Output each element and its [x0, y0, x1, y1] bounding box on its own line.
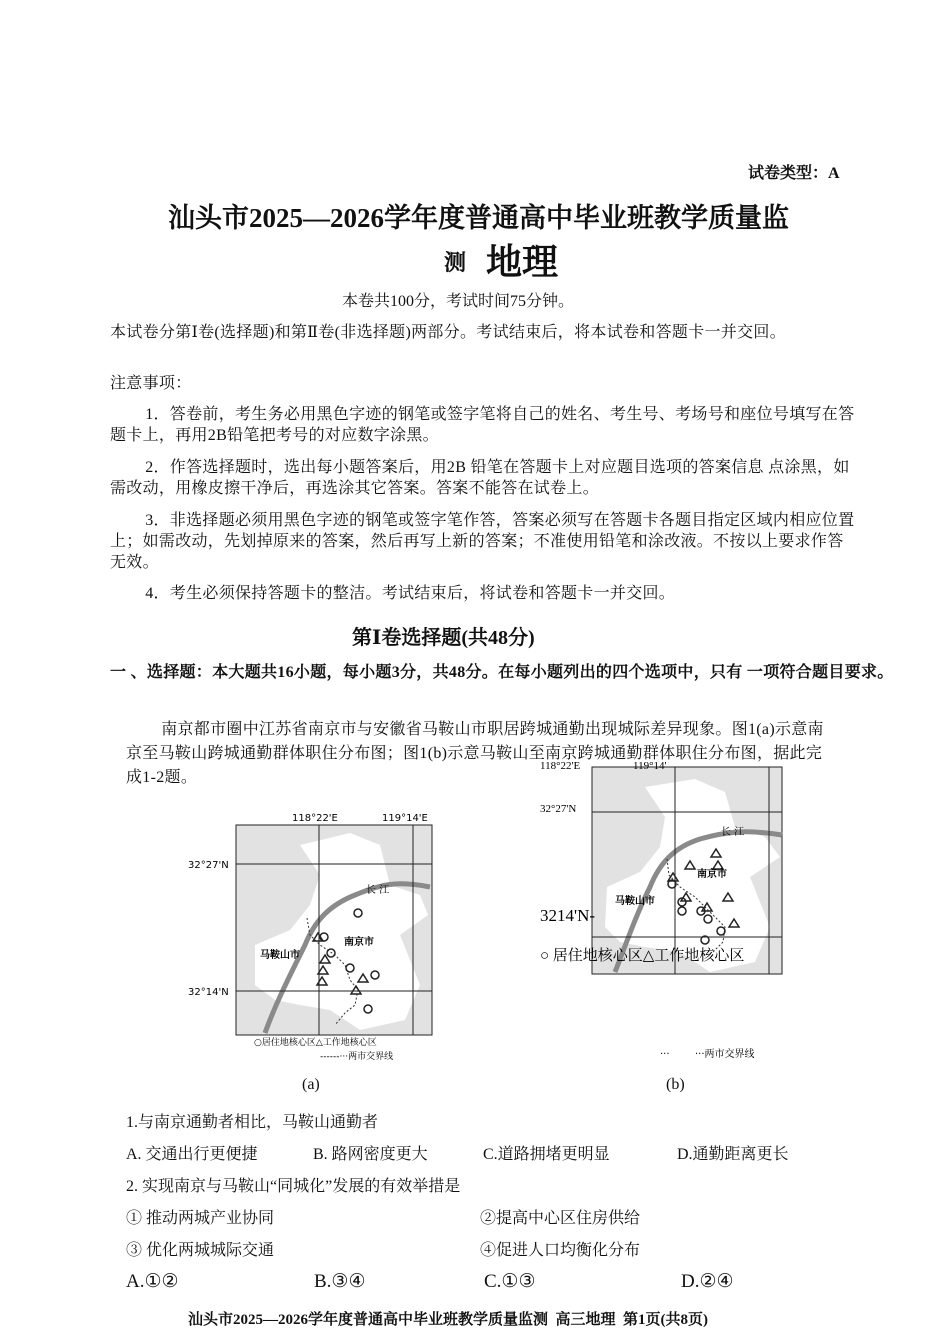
paper-type: 试卷类型：A [748, 165, 840, 182]
city-label: 南京市 [344, 937, 374, 948]
river-label: 长 江 [721, 827, 745, 838]
lon-label: 119°14' [633, 760, 667, 772]
caption-a: (a) [302, 1076, 320, 1093]
city-label: 南京市 [697, 869, 727, 880]
question-2-stem: 2. 实现南京与马鞍山“同城化”发展的有效举措是 [126, 1178, 461, 1195]
legend: ○ 居住地核心区△工作地核心区 [540, 948, 745, 964]
river-label: 长 江 [366, 885, 390, 896]
q2-option-d: D.②④ [681, 1271, 734, 1292]
q1-option-b: B. 路网密度更大 [313, 1146, 428, 1163]
map-b [535, 757, 805, 1067]
section-title: 第Ⅰ卷选择题(共48分) [352, 627, 535, 649]
q1-option-d: D.通勤距离更长 [677, 1146, 789, 1163]
legend: ○居住地核心区△工作地核心区 [254, 1038, 377, 1048]
q2-option-b: B.③④ [314, 1271, 366, 1292]
intro-text: 本试卷分第Ⅰ卷(选择题)和第Ⅱ卷(非选择题)两部分。考试结束后，将本试卷和答题卡一并交回。 [110, 324, 787, 341]
subject-title: 地理 [486, 242, 559, 282]
city-label: 马鞍山市 [615, 896, 655, 907]
notice-item: 1．答卷前，考生务必用黑色字迹的钢笔或签字笔将自己的姓名、考生号、考场号和座位号填写在答题卡上，再用2B铅笔把考号的对应数字涂黑。 [110, 406, 855, 444]
notice-item: 3．非选择题必须用黑色字迹的钢笔或签字笔作答，答案必须写在答题卡各题目指定区域内相应位置上；如需改动，先划掉原来的答案，然后再写上新的答案；不准使用铅笔和涂改液。不按以上要求作答无效。 [110, 512, 855, 571]
map-a [180, 805, 450, 1070]
q2-option-a: A.①② [126, 1271, 179, 1292]
lat-label: 32°27'N [188, 860, 229, 871]
lat-label: 32°14'N [188, 987, 229, 998]
q2-choice: ②提高中心区住房供给 [480, 1210, 641, 1227]
legend: ------···两市交界线 [320, 1052, 394, 1062]
caption-b: (b) [666, 1076, 685, 1093]
lat-label: 32°27'N [540, 803, 577, 815]
part-heading: 一 、选择题：本大题共16小题，每小题3分，共48分。在每小题列出的四个选项中，只有 一项符合题目要求。 [110, 664, 894, 681]
q2-choice: ④促进人口均衡化分布 [480, 1242, 641, 1259]
material-text: 南京都市圈中江苏省南京市与安徽省马鞍山市职居跨城通勤出现城际差异现象。图1(a)示意南京至马鞍山跨城通勤群体职住分布图；图1(b)示意马鞍山至南京跨城通勤群体职住分布图，据此完成1-2题。 [126, 721, 824, 786]
q1-option-c: C.道路拥堵更明显 [483, 1146, 610, 1163]
q2-choice: ③ 优化两城城际交通 [126, 1242, 275, 1259]
exam-info: 本卷共100分，考试时间75分钟。 [342, 293, 575, 310]
question-1-stem: 1.与南京通勤者相比，马鞍山通勤者 [126, 1114, 379, 1131]
q1-option-a: A. 交通出行更便捷 [126, 1146, 258, 1163]
lon-label: 118°22'E [540, 760, 581, 772]
q2-choice: ① 推动两城产业协同 [126, 1210, 275, 1227]
notice-heading: 注意事项： [110, 375, 192, 392]
notice-item: 4．考生必须保持答题卡的整洁。考试结束后，将试卷和答题卡一并交回。 [145, 585, 676, 602]
legend: ··· [660, 1049, 670, 1060]
page-title-cont: 测 [444, 250, 467, 275]
page-footer: 汕头市2025—2026学年度普通高中毕业班教学质量监测 高三地理 第1页(共8页) [188, 1312, 708, 1328]
legend: ···两市交界线 [695, 1049, 755, 1060]
notice-item: 2．作答选择题时，选出每小题答案后，用2B 铅笔在答题卡上对应题目选项的答案信息 点涂黑，如需改动，用橡皮擦干净后，再选涂其它答案。答案不能答在试卷上。 [110, 459, 850, 497]
lat-label: 3214'N- [540, 906, 596, 925]
lon-label: 118°22'E [292, 813, 338, 824]
city-label: 马鞍山市 [260, 950, 300, 961]
lon-label: 119°14'E [382, 813, 428, 824]
page-title: 汕头市2025—2026学年度普通高中毕业班教学质量监 [168, 203, 789, 233]
q2-option-c: C.①③ [484, 1271, 536, 1292]
